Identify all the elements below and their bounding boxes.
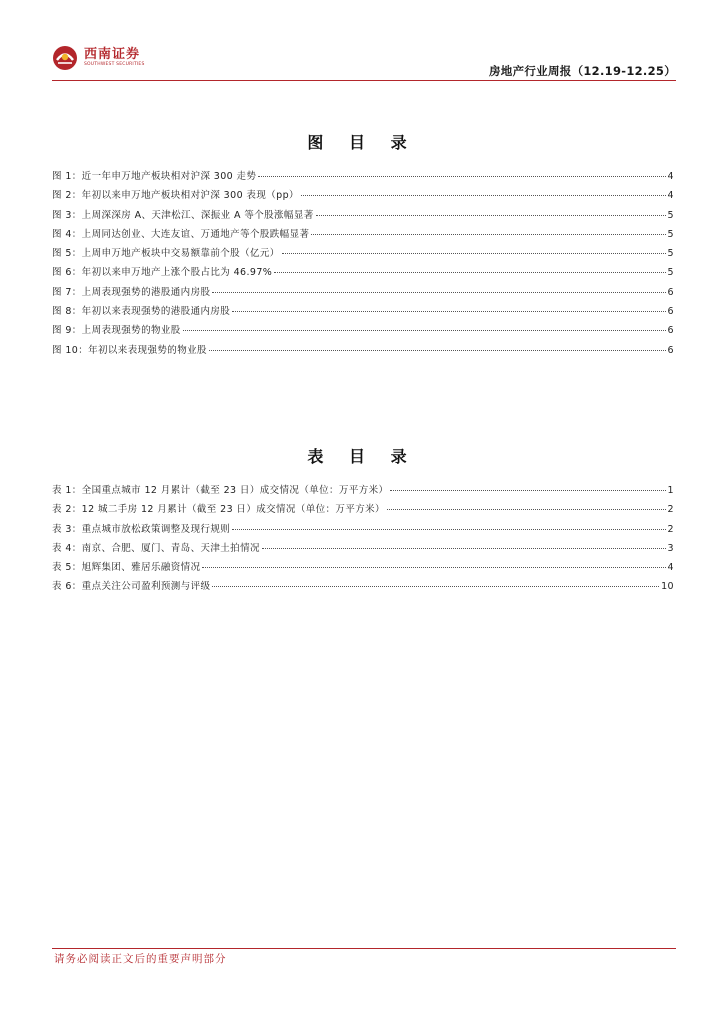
figure-toc-entry[interactable] bbox=[52, 283, 674, 302]
table-toc-entry-label[interactable]: 表 4：南京、合肥、厦门、青岛、天津土拍情况 bbox=[52, 542, 260, 554]
dot-leader bbox=[301, 195, 666, 196]
logo-emblem-icon bbox=[52, 45, 78, 71]
company-logo bbox=[52, 42, 145, 74]
figure-toc-entry-label[interactable]: 图 3：上周深深房 A、天津松江、深振业 A 等个股涨幅显著 bbox=[52, 209, 314, 221]
table-toc-entry-page[interactable]: 1 bbox=[667, 485, 674, 496]
table-toc-entry[interactable] bbox=[52, 539, 674, 558]
dot-leader bbox=[202, 567, 665, 568]
figure-toc-entry[interactable] bbox=[52, 225, 674, 244]
figure-toc-entry-page[interactable]: 5 bbox=[667, 267, 674, 279]
table-toc-entry-page[interactable]: 10 bbox=[661, 581, 674, 593]
table-toc-entry-label[interactable]: 表 5：旭辉集团、雅居乐融资情况 bbox=[52, 562, 201, 574]
report-title: 房地产行业周报（12.19-12.25） bbox=[488, 64, 676, 78]
table-toc-entry[interactable] bbox=[52, 481, 674, 500]
figure-toc-entry-page[interactable]: 5 bbox=[667, 248, 674, 260]
logo-english-name: SOUTHWEST SECURITIES bbox=[84, 62, 145, 68]
figure-toc-entry-label[interactable]: 图 6：年初以来申万地产上涨个股占比为 46.97% bbox=[52, 267, 273, 279]
page-header bbox=[52, 40, 676, 80]
figure-toc-entry-label[interactable]: 图 2：年初以来申万地产板块相对沪深 300 表现（pp） bbox=[52, 190, 299, 202]
figure-toc-entry-label[interactable]: 图 8：年初以来表现强势的港股通内房股 bbox=[52, 306, 231, 318]
dot-leader bbox=[232, 529, 665, 530]
dot-leader bbox=[258, 176, 665, 177]
figure-toc-entry[interactable] bbox=[52, 167, 674, 186]
dot-leader bbox=[274, 272, 665, 273]
dot-leader bbox=[212, 586, 659, 587]
tables-toc-title: 表 目 录 bbox=[307, 447, 417, 466]
table-toc-entry[interactable] bbox=[52, 558, 674, 577]
figure-toc-entry[interactable] bbox=[52, 206, 674, 225]
table-toc-entry-label[interactable]: 表 1：全国重点城市 12 月累计（截至 23 日）成交情况（单位：万平方米） bbox=[52, 485, 389, 496]
figure-toc-entry-label[interactable]: 图 1：近一年申万地产板块相对沪深 300 走势 bbox=[52, 171, 257, 182]
dot-leader bbox=[209, 350, 666, 351]
dot-leader bbox=[232, 311, 665, 312]
figure-toc-entry-page[interactable]: 4 bbox=[667, 171, 674, 182]
dot-leader bbox=[262, 548, 666, 549]
table-toc-entry[interactable] bbox=[52, 520, 674, 539]
figure-toc-entry-label[interactable]: 图 4：上周同达创业、大连友谊、万通地产等个股跌幅显著 bbox=[52, 228, 310, 240]
figure-toc-entry[interactable] bbox=[52, 321, 674, 340]
header-divider bbox=[52, 80, 676, 81]
figure-toc-entry[interactable] bbox=[52, 263, 674, 282]
figure-toc-entry-label[interactable]: 图 10：年初以来表现强势的物业股 bbox=[52, 344, 207, 356]
dot-leader bbox=[183, 330, 666, 331]
table-toc-entry[interactable] bbox=[52, 577, 674, 596]
dot-leader bbox=[387, 509, 666, 510]
figure-toc-entry-page[interactable]: 6 bbox=[667, 286, 674, 298]
figures-toc-title: 图 目 录 bbox=[307, 133, 417, 152]
table-toc-entry-page[interactable]: 2 bbox=[667, 504, 674, 516]
figure-toc-entry-label[interactable]: 图 5：上周申万地产板块中交易额靠前个股（亿元） bbox=[52, 248, 280, 260]
dot-leader bbox=[282, 253, 666, 254]
table-toc-entry-page[interactable]: 3 bbox=[667, 542, 674, 554]
figure-toc-entry[interactable] bbox=[52, 186, 674, 205]
dot-leader bbox=[212, 292, 665, 293]
table-toc-entry-label[interactable]: 表 6：重点关注公司盈利预测与评级 bbox=[52, 581, 211, 593]
figure-toc-entry-page[interactable]: 6 bbox=[667, 325, 674, 337]
figure-toc-entry-label[interactable]: 图 9：上周表现强势的物业股 bbox=[52, 325, 181, 337]
figure-toc-entry-page[interactable]: 4 bbox=[667, 190, 674, 202]
figure-toc-entry[interactable] bbox=[52, 341, 674, 360]
figure-toc-entry[interactable] bbox=[52, 302, 674, 321]
dot-leader bbox=[316, 215, 666, 216]
dot-leader bbox=[311, 234, 665, 235]
figure-toc-entry-page[interactable]: 5 bbox=[667, 209, 674, 221]
table-toc-entry-page[interactable]: 2 bbox=[667, 523, 674, 535]
footer-disclaimer: 请务必阅读正文后的重要声明部分 bbox=[54, 953, 227, 965]
figure-toc-entry-label[interactable]: 图 7：上周表现强势的港股通内房股 bbox=[52, 286, 211, 298]
figure-toc-entry-page[interactable]: 6 bbox=[667, 306, 674, 318]
dot-leader bbox=[390, 490, 665, 491]
table-toc-entry-label[interactable]: 表 3：重点城市放松政策调整及现行规则 bbox=[52, 523, 231, 535]
logo-chinese-name: 西南证券 bbox=[84, 47, 141, 63]
figure-toc-entry-page[interactable]: 6 bbox=[667, 344, 674, 356]
table-toc-entry-page[interactable]: 4 bbox=[667, 562, 674, 574]
figures-toc-list bbox=[52, 167, 674, 360]
figure-toc-entry-page[interactable]: 5 bbox=[667, 228, 674, 240]
table-toc-entry[interactable] bbox=[52, 500, 674, 519]
table-toc-entry-label[interactable]: 表 2：12 城二手房 12 月累计（截至 23 日）成交情况（单位：万平方米） bbox=[52, 504, 385, 516]
footer-divider bbox=[52, 948, 676, 949]
tables-toc-list bbox=[52, 481, 674, 597]
figure-toc-entry[interactable] bbox=[52, 244, 674, 263]
